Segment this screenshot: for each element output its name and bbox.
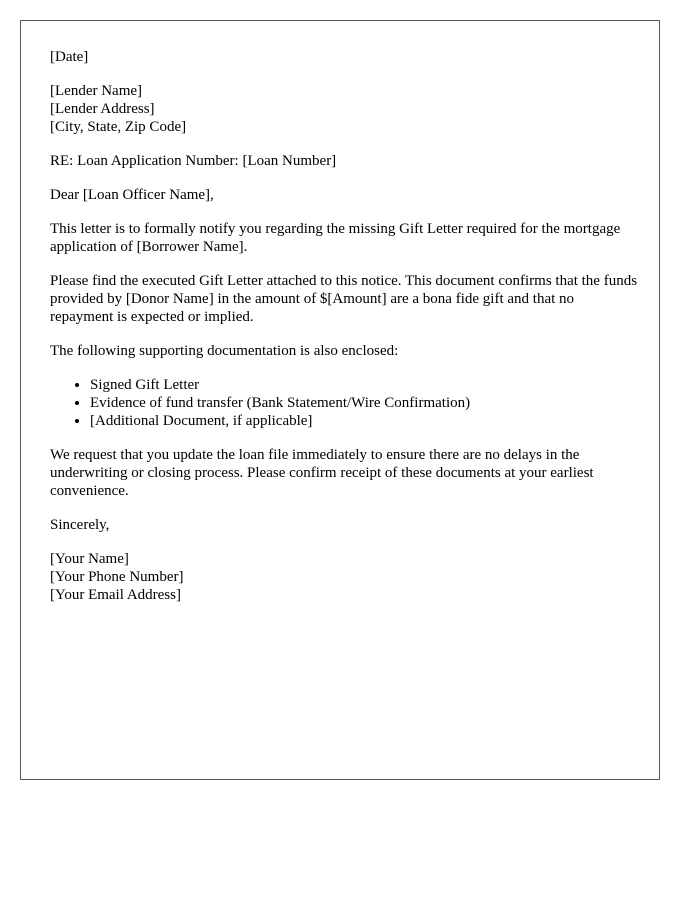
- date-line: [50, 48, 640, 66]
- letter-page: [20, 20, 660, 780]
- closing: Sincerely,: [50, 517, 110, 533]
- lender-address-block: [50, 82, 640, 136]
- signature-block: [50, 550, 640, 604]
- date-text: [Date]: [50, 49, 89, 65]
- paragraph-enclosures-intro: The following supporting documentation is also enclosed:: [50, 343, 399, 359]
- signer-phone: [Your Phone Number]: [50, 569, 184, 585]
- salutation: Dear [Loan Officer Name],: [50, 187, 214, 203]
- enclosure-list: [50, 376, 640, 430]
- paragraph-notification: This letter is to formally notify you regarding the missing Gift Letter required for the mortgage application of [Borrower Name].: [50, 221, 621, 255]
- lender-address: [Lender Address]: [50, 101, 155, 117]
- letter-body: [50, 48, 640, 620]
- list-item: • [Additional Document, if applicable]: [90, 412, 640, 430]
- signer-name: [Your Name]: [50, 551, 129, 567]
- paragraph-request: We request that you update the loan file immediately to ensure there are no delays in the underwriting or closing process. Please confirm receipt of these documents at your earliest convenience.: [50, 447, 594, 499]
- lender-name: [Lender Name]: [50, 83, 143, 99]
- signer-email: [Your Email Address]: [50, 587, 181, 603]
- paragraph-gift-letter: Please find the executed Gift Letter attached to this notice. This document confirms that the funds provided by [Donor Name] in the amount of $[Amount] are a bona fide gift and that no repayment is expected or implied.: [50, 273, 638, 325]
- lender-city-state-zip: [City, State, Zip Code]: [50, 119, 187, 135]
- list-item: • Signed Gift Letter: [90, 376, 640, 394]
- re-line: RE: Loan Application Number: [Loan Number]: [50, 153, 337, 169]
- list-item: • Evidence of fund transfer (Bank Statement/Wire Confirmation): [90, 394, 640, 412]
